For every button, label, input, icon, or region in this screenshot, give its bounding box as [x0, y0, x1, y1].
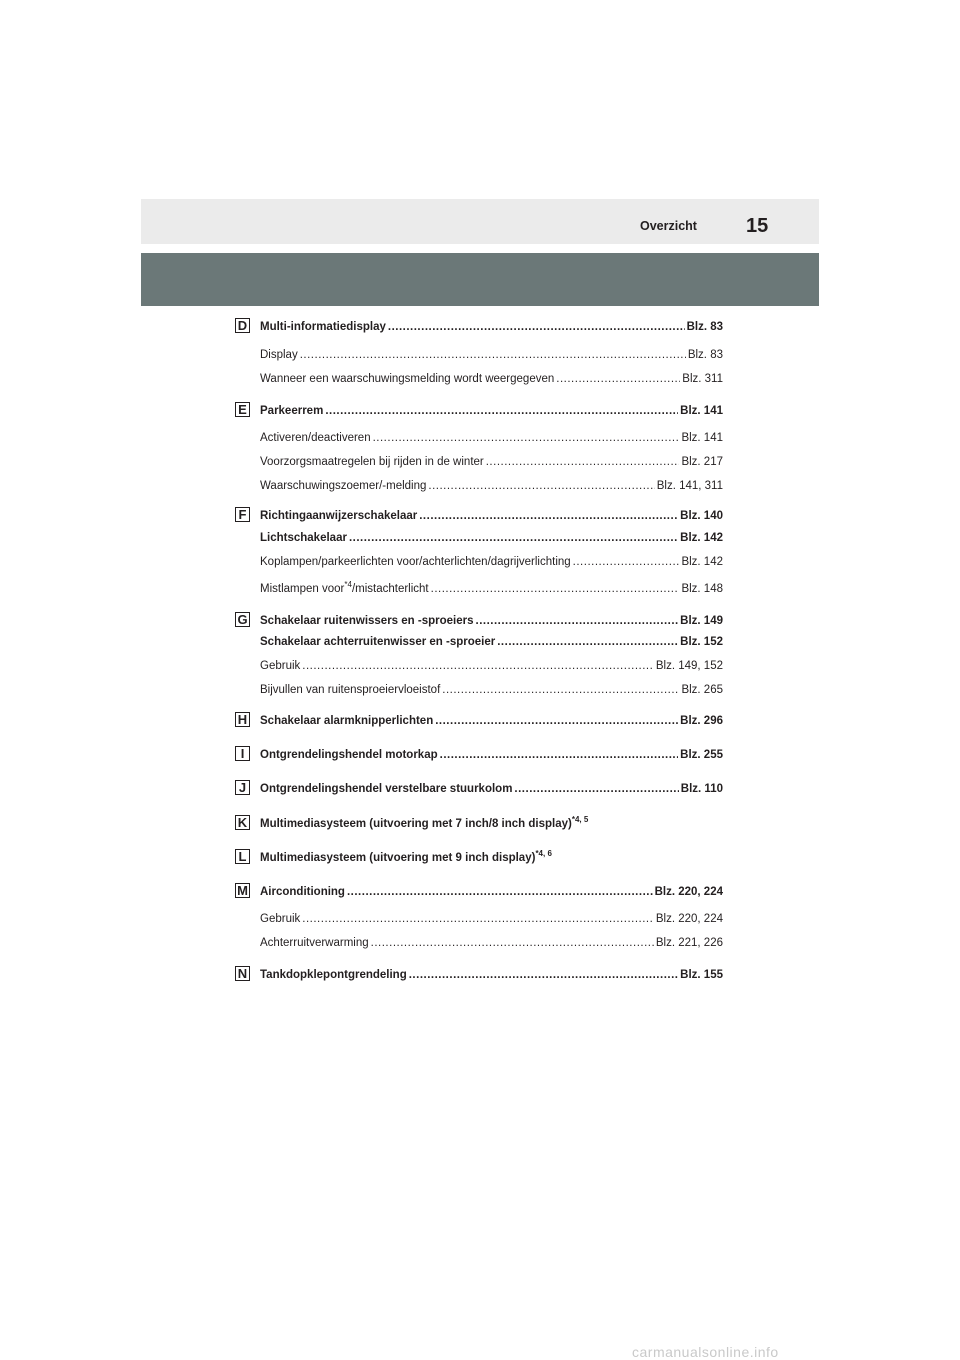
badge-n: N: [235, 966, 250, 981]
leader-dots: [514, 782, 678, 796]
badge-k: K: [235, 815, 250, 830]
leader-dots: [428, 479, 654, 493]
badge-e: E: [235, 402, 250, 417]
entry-page: Blz. 148: [681, 583, 723, 595]
entry-page: Blz. 149, 152: [655, 660, 723, 672]
entry-page: Blz. 140: [680, 510, 723, 522]
leader-dots: [300, 348, 686, 362]
toc-entry[interactable]: [260, 318, 723, 334]
toc-subentry[interactable]: [260, 453, 723, 469]
entry-title: Display: [260, 349, 298, 361]
toc-entry[interactable]: [260, 815, 723, 831]
entry-title: Parkeerrem: [260, 405, 324, 417]
leader-dots: [302, 659, 654, 673]
badge-l: L: [235, 849, 250, 864]
entry-title: Ontgrendelingshendel motorkap: [260, 749, 438, 761]
badge-d: D: [235, 318, 250, 333]
leader-dots: [388, 320, 685, 334]
entry-title: Koplampen/parkeerlichten voor/achterlichten/dagrijverlichting: [260, 556, 571, 568]
entry-page: Blz. 265: [681, 684, 723, 696]
toc-subentry[interactable]: [260, 934, 723, 950]
entry-page: Blz. 142: [680, 532, 723, 544]
leader-dots: [476, 614, 679, 628]
entry-title-part: Mistlampen voor: [260, 583, 345, 595]
toc-entry[interactable]: [260, 712, 723, 728]
entry-title: Multi-informatiedisplay: [260, 321, 386, 333]
page-number: 15: [746, 215, 769, 237]
entry-title: Schakelaar ruitenwissers en -sproeiers: [260, 615, 474, 627]
entry-title: Schakelaar alarmknipperlichten: [260, 715, 434, 727]
toc-subentry[interactable]: [260, 681, 723, 697]
toc-subentry[interactable]: [260, 910, 723, 926]
toc-subentry[interactable]: [260, 346, 723, 362]
entry-page: Blz. 155: [680, 969, 723, 981]
entry-title-part: /mistachterlicht: [351, 583, 429, 595]
toc-entry[interactable]: [260, 746, 723, 762]
toc-entry[interactable]: [260, 966, 723, 982]
badge-m: M: [235, 883, 250, 898]
footnote-marker: *4: [344, 580, 352, 589]
leader-dots: [371, 936, 654, 950]
entry-title: Achterruitverwarming: [260, 937, 369, 949]
toc-subentry[interactable]: [260, 657, 723, 673]
toc-subentry[interactable]: [260, 477, 723, 493]
section-title: Overzicht: [640, 219, 697, 233]
leader-dots: [373, 431, 680, 445]
entry-title-part: Multimediasysteem (uitvoering met 7 inch/8 inch display): [260, 818, 572, 830]
entry-page: Blz. 142: [681, 556, 723, 568]
entry-page: Blz. 141: [680, 405, 723, 417]
leader-dots: [409, 968, 678, 982]
leader-dots: [349, 531, 678, 545]
entry-title: Gebruik: [260, 913, 301, 925]
leader-dots: [431, 582, 680, 596]
toc-entry[interactable]: [260, 849, 723, 865]
entry-page: Blz. 83: [687, 349, 723, 361]
entry-title: Voorzorgsmaatregelen bij rijden in de winter: [260, 456, 484, 468]
toc-subentry[interactable]: [260, 429, 723, 445]
leader-dots: [497, 635, 678, 649]
watermark-text: carmanualsonline.info: [632, 1344, 779, 1360]
toc-entry[interactable]: [260, 633, 723, 649]
leader-dots: [573, 555, 680, 569]
toc-entry[interactable]: [260, 507, 723, 523]
leader-dots: [347, 885, 653, 899]
entry-title: Tankdopklepontgrendeling: [260, 969, 407, 981]
leader-dots: [419, 509, 678, 523]
entry-page: Blz. 311: [682, 373, 723, 385]
entry-title: Ontgrendelingshendel verstelbare stuurkolom: [260, 783, 513, 795]
entry-page: Blz. 83: [686, 321, 723, 333]
entry-title: [260, 817, 588, 831]
entry-page: Blz. 141: [681, 432, 723, 444]
toc-subentry[interactable]: [260, 580, 723, 596]
leader-dots: [325, 404, 678, 418]
entry-page: Blz. 149: [680, 615, 723, 627]
toc-entry[interactable]: [260, 612, 723, 628]
entry-title: Bijvullen van ruitensproeiervloeistof: [260, 684, 441, 696]
entry-page: Blz. 220, 224: [654, 886, 723, 898]
toc-subentry[interactable]: [260, 553, 723, 569]
badge-f: F: [235, 507, 250, 522]
footnote-marker: *4, 6: [535, 849, 552, 858]
entry-title: Airconditioning: [260, 886, 345, 898]
entry-page: Blz. 217: [681, 456, 723, 468]
badge-j: J: [235, 780, 250, 795]
entry-title: [260, 851, 552, 865]
entry-page: Blz. 296: [680, 715, 723, 727]
entry-page: Blz. 152: [680, 636, 723, 648]
entry-page: Blz. 220, 224: [655, 913, 723, 925]
toc-subentry[interactable]: [260, 370, 723, 386]
toc-entry[interactable]: [260, 402, 723, 418]
toc-entry[interactable]: [260, 883, 723, 899]
leader-dots: [486, 455, 680, 469]
entry-title: Richtingaanwijzerschakelaar: [260, 510, 418, 522]
entry-title: Wanneer een waarschuwingsmelding wordt weergegeven: [260, 373, 555, 385]
leader-dots: [302, 912, 654, 926]
footnote-marker: *4, 5: [571, 815, 589, 824]
badge-h: H: [235, 712, 250, 727]
toc-entry[interactable]: [260, 529, 723, 545]
entry-page: Blz. 110: [680, 783, 723, 795]
entry-title: [260, 582, 429, 596]
entry-title: Lichtschakelaar: [260, 532, 347, 544]
leader-dots: [440, 748, 679, 762]
leader-dots: [442, 683, 679, 697]
badge-i: I: [235, 746, 250, 761]
badge-g: G: [235, 612, 250, 627]
entry-title-part: Multimediasysteem (uitvoering met 9 inch display): [260, 852, 536, 864]
leader-dots: [556, 372, 680, 386]
entry-page: Blz. 221, 226: [655, 937, 723, 949]
entry-page: Blz. 141, 311: [656, 480, 723, 492]
entry-title: Activeren/deactiveren: [260, 432, 371, 444]
entry-page: Blz. 255: [680, 749, 723, 761]
entry-title: Waarschuwingszoemer/-melding: [260, 480, 427, 492]
entry-title: Schakelaar achterruitenwisser en -sproeier: [260, 636, 496, 648]
leader-dots: [435, 714, 678, 728]
entry-title: Gebruik: [260, 660, 301, 672]
toc-entry[interactable]: [260, 780, 723, 796]
